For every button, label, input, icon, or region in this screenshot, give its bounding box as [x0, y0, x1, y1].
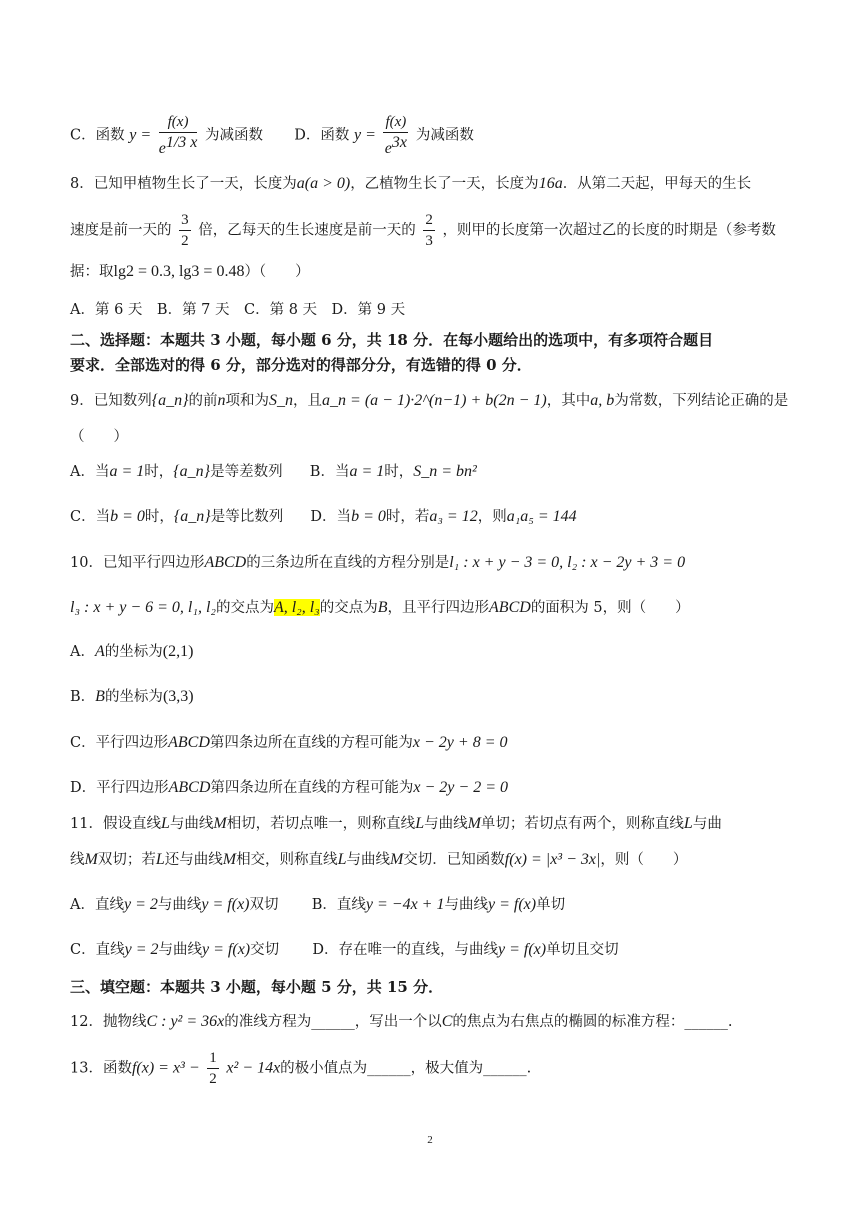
page-number: 2 [427, 1134, 433, 1146]
q10-line2: l₃ : x + y − 6 = 0, l₁, l₂的交点为A, l₂, l₃的交点为B，且平行四边形ABCD的面积为 5，则（ ） [70, 599, 690, 616]
q13: 13．函数f(x) = x³ − $\frac{1}{2}$ x² − 14x的极小值点为______，极大值为______. [70, 1050, 532, 1087]
q9-options-cd: C．当b = 0时，{a_n}是等比数列 D．当b = 0时，若a₃ = 12，则a₁a₅ = 144 [70, 508, 577, 525]
q8-line1: 8．已知甲植物生长了一天，长度为a(a > 0)，乙植物生长了一天，长度为16a．从第二天起，甲每天的生长 [70, 175, 752, 192]
q10-option-c: C．平行四边形ABCD第四条边所在直线的方程可能为x − 2y + 8 = 0 [70, 734, 508, 751]
q9-paren: （ ） [70, 429, 128, 445]
section2-heading-line1: 二、选择题：本题共 3 小题，每小题 6 分，共 18 分．在每小题给出的选项中，有多项符合题目 [70, 331, 714, 349]
q11-line2: 线M双切；若L还与曲线M相交，则称直线L与曲线M交切．已知函数f(x) = |x³ − 3x|，则（ ） [70, 851, 688, 868]
q11-line1: 11．假设直线L与曲线M相切，若切点唯一，则称直线L与曲线M单切；若切点有两个，则称直线L与曲 [70, 815, 722, 832]
q8-line3: 据：取lg2 = 0.3, lg3 = 0.48）（ ） [70, 263, 310, 280]
q10-option-b: B．B的坐标为(3,3) [70, 688, 194, 705]
fraction: $\frac{f(x)}{e^{1/3 x}}$ [158, 114, 198, 157]
section3-heading: 三、填空题：本题共 3 小题，每小题 5 分，共 15 分． [70, 978, 444, 996]
fraction: $\frac{3}{2}$ [181, 212, 189, 249]
q9-stem: 9．已知数列{a_n}的前n项和为S_n，且a_n = (a − 1)·2^(n−1) + b(2n − 1)，其中a, b为常数，下列结论正确的是 [70, 392, 789, 409]
q8-line2: 速度是前一天的 $\frac{3}{2}$ 倍，乙每天的生长速度是前一天的 $\frac{2}{3}$ ，则甲的长度第一次超过乙的长度的时期是（参考数 [70, 212, 776, 249]
section2-heading-line2: 要求．全部选对的得 6 分，部分选对的得部分分，有选错的得 0 分． [70, 356, 532, 374]
q8-options: A．第 6 天 B．第 7 天 C．第 8 天 D．第 9 天 [70, 302, 406, 318]
highlighted-text: A, l₂, l₃ [273, 599, 320, 616]
q11-options-cd: C．直线y = 2与曲线y = f(x)交切 D．存在唯一的直线，与曲线y = f(x)单切且交切 [70, 941, 619, 958]
q7-options-cd: C．函数 y = $\frac{f(x)}{e^{1/3 x}}$ 为减函数 D．函数 y = $\frac{f(x)}{e^{3x}}$ 为减函数 [70, 114, 474, 157]
q9-options-ab: A．当a = 1时，{a_n}是等差数列 B．当a = 1时，S_n = bn² [70, 463, 477, 480]
q12: 12．抛物线C : y² = 36x的准线方程为______，写出一个以C的焦点为右焦点的椭圆的标准方程：______. [70, 1013, 733, 1030]
fraction: $\frac{1}{2}$ [209, 1050, 217, 1087]
q10-line1: 10．已知平行四边形ABCD的三条边所在直线的方程分别是l₁ : x + y − 3 = 0, l₂ : x − 2y + 3 = 0 [70, 554, 686, 571]
q11-options-ab: A．直线y = 2与曲线y = f(x)双切 B．直线y = −4x + 1与曲线y = f(x)单切 [70, 896, 566, 913]
q10-option-d: D．平行四边形ABCD第四条边所在直线的方程可能为x − 2y − 2 = 0 [70, 779, 508, 796]
fraction: $\frac{f(x)}{e^{3x}}$ [384, 114, 407, 157]
q10-option-a: A．A的坐标为(2,1) [70, 643, 194, 660]
fraction: $\frac{2}{3}$ [425, 212, 433, 249]
